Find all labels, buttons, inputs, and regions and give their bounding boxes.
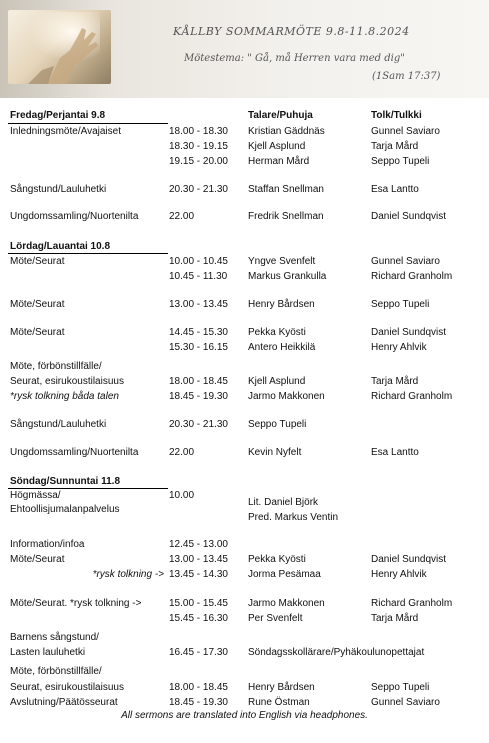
event-label: Möte/Seurat — [10, 299, 65, 310]
event-label: Seurat, esirukoustilaisuus — [10, 682, 124, 693]
interpreter-name: Tarja Mård — [371, 376, 419, 387]
interpreter-name: Esa Lantto — [371, 447, 419, 458]
time-slot: 10.45 - 11.30 — [169, 271, 228, 282]
interpreter-name: Henry Ahlvik — [371, 569, 427, 580]
event-label: Sångstund/Lauluhetki — [10, 184, 107, 195]
event-label: Inledningsmöte/Avajaiset — [10, 126, 121, 137]
time-slot: 22.00 — [169, 211, 195, 222]
raised-hand-image — [8, 10, 111, 84]
speaker-name: Pred. Markus Ventin — [248, 512, 339, 523]
speaker-name: Seppo Tupeli — [248, 419, 307, 430]
interpreter-name: Richard Granholm — [371, 271, 453, 282]
interpreter-name: Daniel Sundqvist — [371, 211, 447, 222]
interpreter-name: Richard Granholm — [371, 391, 453, 402]
interpreter-name: Henry Ahlvik — [371, 342, 427, 353]
interpreter-name: Gunnel Saviaro — [371, 697, 440, 708]
bible-reference: (1Sam 17:37) — [372, 71, 441, 82]
time-slot: 12.45 - 13.00 — [169, 539, 228, 550]
event-label: Avslutning/Päätösseurat — [10, 697, 118, 708]
event-label: Möte, förbönstillfälle/ — [10, 361, 102, 372]
speaker-name: Pekka Kyösti — [248, 554, 306, 565]
interpreter-name: Seppo Tupeli — [371, 156, 430, 167]
event-label: Seurat, esirukoustilaisuus — [10, 376, 124, 387]
event-label: Möte/Seurat. *rysk tolkning -> — [10, 598, 142, 609]
speaker-name: Herman Mård — [248, 156, 310, 167]
time-slot: 18.30 - 19.15 — [169, 141, 228, 152]
speaker-name: Jorma Pesämaa — [248, 569, 321, 580]
interpreter-name: Tarja Mård — [371, 613, 419, 624]
event-label: Sångstund/Lauluhetki — [10, 419, 107, 430]
speaker-name: Jarmo Makkonen — [248, 391, 325, 402]
time-slot: 16.45 - 17.30 — [169, 647, 228, 658]
time-slot: 15.00 - 15.45 — [169, 598, 228, 609]
speaker-name: Rune Östman — [248, 697, 310, 708]
time-slot: 13.00 - 13.45 — [169, 554, 228, 565]
saturday-heading: Lördag/Lauantai 10.8 — [10, 241, 111, 252]
event-label: Högmässa/ — [10, 490, 61, 501]
speaker-name: Kjell Asplund — [248, 141, 306, 152]
event-label: Information/infoa — [10, 539, 85, 550]
time-slot: 22.00 — [169, 447, 195, 458]
event-label: Ungdomssamling/Nuortenilta — [10, 211, 139, 222]
interpreter-name: Seppo Tupeli — [371, 682, 430, 693]
speaker-name: Henry Bårdsen — [248, 299, 315, 310]
speaker-name: Fredrik Snellman — [248, 211, 324, 222]
time-slot: 20.30 - 21.30 — [169, 184, 228, 195]
event-label: Möte/Seurat — [10, 554, 65, 565]
time-slot: 15.45 - 16.30 — [169, 613, 228, 624]
interpreter-name: Tarja Mård — [371, 141, 419, 152]
interpreter-name: Daniel Sundqvist — [371, 554, 447, 565]
translation-note: All sermons are translated into English via headphones. — [121, 710, 368, 721]
event-label: Möte/Seurat — [10, 256, 65, 267]
event-label: Möte, förbönstillfälle/ — [10, 666, 102, 677]
speaker-name: Kristian Gäddnäs — [248, 126, 325, 137]
time-slot: 18.00 - 18.45 — [169, 376, 228, 387]
speaker-name: Pekka Kyösti — [248, 327, 306, 338]
speaker-column-header: Talare/Puhuja — [248, 110, 313, 121]
sunday-heading: Söndag/Sunnuntai 11.8 — [10, 476, 121, 487]
time-slot: 10.00 — [169, 490, 195, 501]
interpreter-name: Esa Lantto — [371, 184, 419, 195]
time-slot: 15.30 - 16.15 — [169, 342, 228, 353]
speaker-name: Yngve Svenfelt — [248, 256, 316, 267]
interpreter-name: Seppo Tupeli — [371, 299, 430, 310]
time-slot: 19.15 - 20.00 — [169, 156, 228, 167]
event-title: KÅLLBY SOMMARMÖTE 9.8-11.8.2024 — [173, 25, 410, 38]
speaker-name: Antero Heikkilä — [248, 342, 316, 353]
time-slot: 18.45 - 19.30 — [169, 391, 228, 402]
time-slot: 18.00 - 18.45 — [169, 682, 228, 693]
interpreter-column-header: Tolk/Tulkki — [371, 110, 422, 121]
interpreter-name: Daniel Sundqvist — [371, 327, 447, 338]
time-slot: 14.45 - 15.30 — [169, 327, 228, 338]
friday-heading: Fredag/Perjantai 9.8 — [10, 110, 106, 121]
speaker-name: Kevin Nyfelt — [248, 447, 302, 458]
saturday-underline — [8, 253, 168, 254]
interpreter-name: Richard Granholm — [371, 598, 453, 609]
time-slot: 18.00 - 18.30 — [169, 126, 228, 137]
event-label: Ehtoollisjumalanpalvelus — [10, 504, 120, 515]
speaker-name: Henry Bårdsen — [248, 682, 315, 693]
event-label: Ungdomssamling/Nuortenilta — [10, 447, 139, 458]
event-label: Lasten lauluhetki — [10, 647, 86, 658]
time-slot: 20.30 - 21.30 — [169, 419, 228, 430]
event-note: *rysk tolkning båda talen — [10, 391, 119, 402]
header-banner — [0, 0, 489, 98]
interpreter-name: Gunnel Saviaro — [371, 126, 440, 137]
hand-silhouette-icon — [8, 10, 111, 84]
speaker-name: Markus Grankulla — [248, 271, 327, 282]
event-note: *rysk tolkning -> — [92, 569, 164, 580]
time-slot: 10.00 - 10.45 — [169, 256, 228, 267]
friday-underline — [8, 123, 168, 124]
interpreter-name: Gunnel Saviaro — [371, 256, 440, 267]
time-slot: 18.45 - 19.30 — [169, 697, 228, 708]
time-slot: 13.00 - 13.45 — [169, 299, 228, 310]
sunday-underline — [8, 488, 168, 489]
speaker-name: Jarmo Makkonen — [248, 598, 325, 609]
time-slot: 13.45 - 14.30 — [169, 569, 228, 580]
speaker-name: Per Svenfelt — [248, 613, 303, 624]
speaker-name: Staffan Snellman — [248, 184, 324, 195]
speaker-name: Kjell Asplund — [248, 376, 306, 387]
event-label: Möte/Seurat — [10, 327, 65, 338]
event-theme: Mötestema: " Gå, må Herren vara med dig" — [184, 53, 405, 64]
speaker-name: Lit. Daniel Björk — [248, 497, 319, 508]
event-label: Barnens sångstund/ — [10, 632, 99, 643]
speaker-name: Söndagsskollärare/Pyhäkoulunopettajat — [248, 647, 425, 658]
